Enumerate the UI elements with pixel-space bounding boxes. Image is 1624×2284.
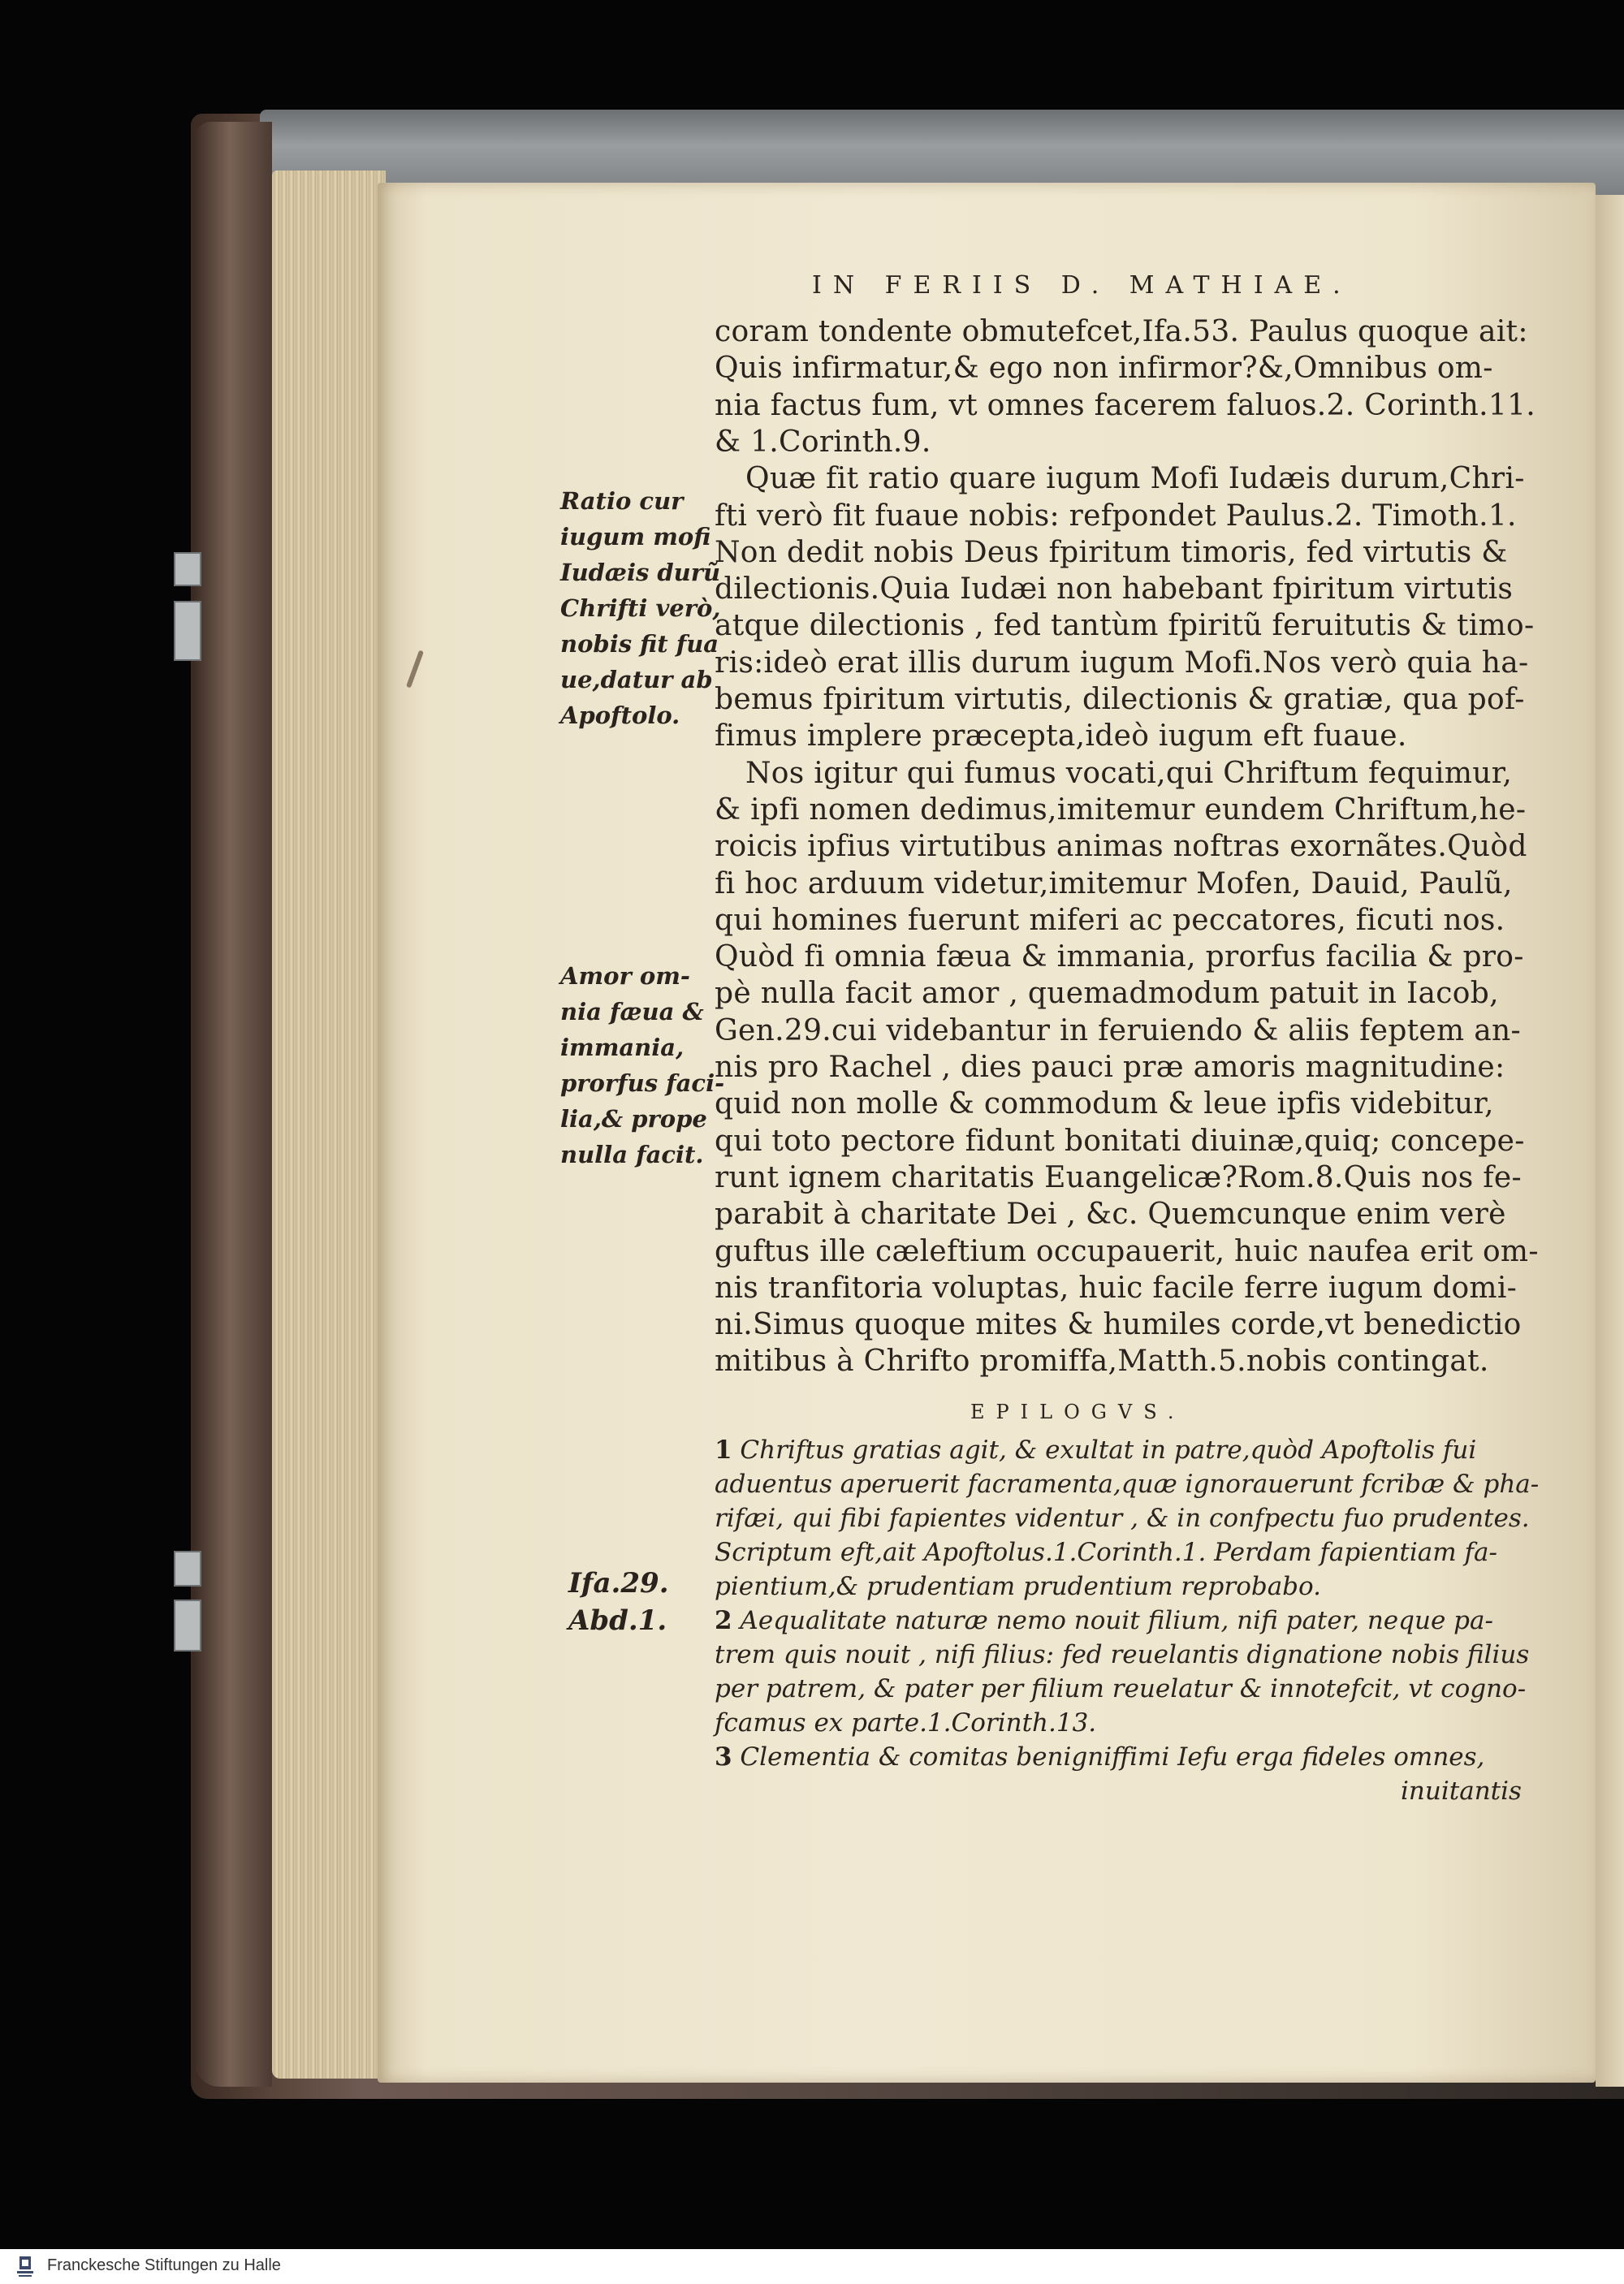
body-line: Nos igitur qui fumus vocati,qui Chriftum fequimur, bbox=[745, 756, 1513, 790]
body-line: fimus implere præcepta,ideò iugum eft fuaue. bbox=[715, 719, 1407, 753]
institution-logo-icon bbox=[15, 2253, 36, 2279]
body-line: Non dedit nobis Deus fpiritum timoris, fed virtutis & bbox=[715, 535, 1508, 569]
margin-reference: Abd.1. bbox=[568, 1604, 667, 1637]
body-line: & 1.Corinth.9. bbox=[715, 425, 931, 459]
margin-note-line: nulla facit. bbox=[560, 1141, 704, 1168]
margin-reference: Ifa.29. bbox=[568, 1567, 669, 1600]
body-line: nia factus fum, vt omnes facerem faluos.2. Corinth.11. bbox=[715, 388, 1536, 422]
body-line: quid non molle & commodum & leue ipfis videbitur, bbox=[715, 1087, 1494, 1121]
body-line: nis pro Rachel , dies pauci præ amoris magnitudine: bbox=[715, 1051, 1505, 1084]
epilogue-number: 1 bbox=[715, 1436, 732, 1465]
epilogue-line bbox=[715, 1504, 1530, 1533]
body-line: & ipfi nomen dedimus,imitemur eundem Chriftum,he- bbox=[715, 792, 1527, 827]
page-leaves bbox=[272, 171, 386, 2079]
epilogue-line bbox=[1401, 1777, 1522, 1806]
body-line: pè nulla facit amor , quemadmodum patuit in Iacob, bbox=[715, 977, 1499, 1011]
margin-note-line: Chrifti verò, bbox=[560, 594, 721, 622]
body-line: ni.Simus quoque mites & humiles corde,vt benedictio bbox=[715, 1308, 1522, 1342]
body-line: Quæ fit ratio quare iugum Mofi Iudæis durum,Chri- bbox=[745, 462, 1525, 496]
epilogue-line-text: trem quis nouit , nifi filius: fed reuelantis dignatione nobis filius bbox=[715, 1640, 1530, 1669]
epilogue-line bbox=[715, 1606, 1493, 1635]
body-line: mitibus à Chrifto promiffa,Matth.5.nobis contingat. bbox=[715, 1345, 1489, 1379]
epilogue-line-text: Chriftus gratias agit, & exultat in patre,quòd Apoftolis fui bbox=[732, 1436, 1477, 1465]
epilogue-line bbox=[715, 1572, 1321, 1601]
epilogue-line-text: pientium,& prudentiam prudentium reprobabo. bbox=[715, 1572, 1321, 1601]
margin-note-line: lia,& prope bbox=[560, 1105, 707, 1133]
book-spine bbox=[195, 122, 272, 2087]
epilogue-line-text: aduentus aperuerit facramenta,quæ ignorauerunt fcribæ & pha- bbox=[715, 1470, 1540, 1499]
clasp bbox=[174, 1600, 201, 1651]
body-line: fti verò fit fuaue nobis: refpondet Paulus.2. Timoth.1. bbox=[715, 499, 1517, 533]
epilogue-line bbox=[715, 1436, 1476, 1465]
body-line: qui toto pectore fidunt bonitati diuinæ,quiq; concepe- bbox=[715, 1124, 1525, 1158]
epilogue-line-text: rifæi, qui fibi fapientes videntur , & in confpectu fuo prudentes. bbox=[715, 1504, 1530, 1533]
epilogue-line bbox=[715, 1742, 1484, 1772]
margin-note-line: Apoftolo. bbox=[560, 702, 680, 729]
body-line: Quis infirmatur,& ego non infirmor?&,Omnibus om- bbox=[715, 352, 1493, 386]
margin-note-line: ue,datur ab bbox=[560, 666, 713, 693]
margin-note-line: Amor om- bbox=[560, 962, 690, 990]
body-line: roicis ipfius virtutibus animas noftras exornãtes.Quòd bbox=[715, 830, 1527, 864]
margin-note-line: Ratio cur bbox=[560, 487, 684, 515]
margin-note-line: nobis fit fua bbox=[560, 630, 719, 658]
clasp bbox=[174, 1551, 201, 1587]
margin-note-line: prorfus faci- bbox=[560, 1069, 725, 1097]
body-line: Gen.29.cui videbantur in feruiendo & aliis feptem an- bbox=[715, 1013, 1521, 1047]
margin-note-line: iugum mofi bbox=[560, 523, 711, 550]
body-line: runt ignem charitatis Euangelicæ?Rom.8.Quis nos fe- bbox=[715, 1160, 1522, 1194]
body-line: fi hoc arduum videtur,imitemur Mofen, Dauid, Paulũ, bbox=[715, 866, 1513, 900]
clasp bbox=[174, 601, 201, 661]
epilogue-line-text: fcamus ex parte.1.Corinth.13. bbox=[715, 1708, 1097, 1738]
margin-note-line: Iudæis durũ bbox=[560, 559, 721, 586]
epilogue-line-text: Scriptum eft,ait Apoftolus.1.Corinth.1. Perdam fapientiam fa- bbox=[715, 1538, 1497, 1567]
epilogue-line-text: Clementia & comitas benigniffimi Iefu erga fideles omnes, bbox=[732, 1742, 1485, 1772]
margin-note-line: nia fæua & bbox=[560, 998, 704, 1025]
facing-page-edge bbox=[1596, 195, 1624, 2087]
epilogue-heading: EPILOGVS. bbox=[970, 1401, 1186, 1423]
footer-label: Franckesche Stiftungen zu Halle bbox=[47, 2256, 281, 2274]
epilogue-line-text: Aequalitate naturæ nemo nouit filium, nifi pater, neque pa- bbox=[732, 1606, 1493, 1635]
body-line: Quòd fi omnia fæua & immania, prorfus facilia & pro- bbox=[715, 940, 1524, 974]
epilogue-line bbox=[715, 1674, 1526, 1703]
epilogue-line bbox=[715, 1538, 1497, 1567]
epilogue-line-text: inuitantis bbox=[1401, 1777, 1522, 1806]
body-line: bemus fpiritum virtutis, dilectionis & gratiæ, qua pof- bbox=[715, 683, 1525, 716]
body-line: parabit à charitate Dei , &c. Quemcunque enim verè bbox=[715, 1198, 1506, 1232]
body-line: qui homines fuerunt miferi ac peccatores, ficuti nos. bbox=[715, 903, 1505, 937]
body-line: nis tranfitoria voluptas, huic facile ferre iugum domi- bbox=[715, 1271, 1518, 1305]
clasp bbox=[174, 552, 201, 586]
body-line: atque dilectionis , fed tantùm fpiritũ feruitutis & timo- bbox=[715, 609, 1535, 643]
epilogue-line-text: per patrem, & pater per filium reuelatur & innotefcit, vt cogno- bbox=[715, 1674, 1527, 1703]
body-line: ris:ideò erat illis durum iugum Mofi.Nos verò quia ha- bbox=[715, 645, 1529, 680]
margin-note-line: immania, bbox=[560, 1034, 685, 1061]
epilogue-number: 2 bbox=[715, 1606, 732, 1635]
epilogue-line bbox=[715, 1708, 1096, 1738]
epilogue-line bbox=[715, 1470, 1539, 1499]
body-line: dilectionis.Quia Iudæi non habebant fpiritum virtutis bbox=[715, 572, 1514, 607]
running-head: IN FERIIS D. MATHIAE. bbox=[812, 271, 1352, 300]
body-line: coram tondente obmutefcet,Ifa.53. Paulus quoque ait: bbox=[715, 315, 1528, 348]
epilogue-line bbox=[715, 1640, 1529, 1669]
epilogue-number: 3 bbox=[715, 1742, 732, 1772]
body-line: guftus ille cæleftium occupauerit, huic naufea erit om- bbox=[715, 1234, 1539, 1268]
footer-bar bbox=[0, 2249, 1624, 2284]
